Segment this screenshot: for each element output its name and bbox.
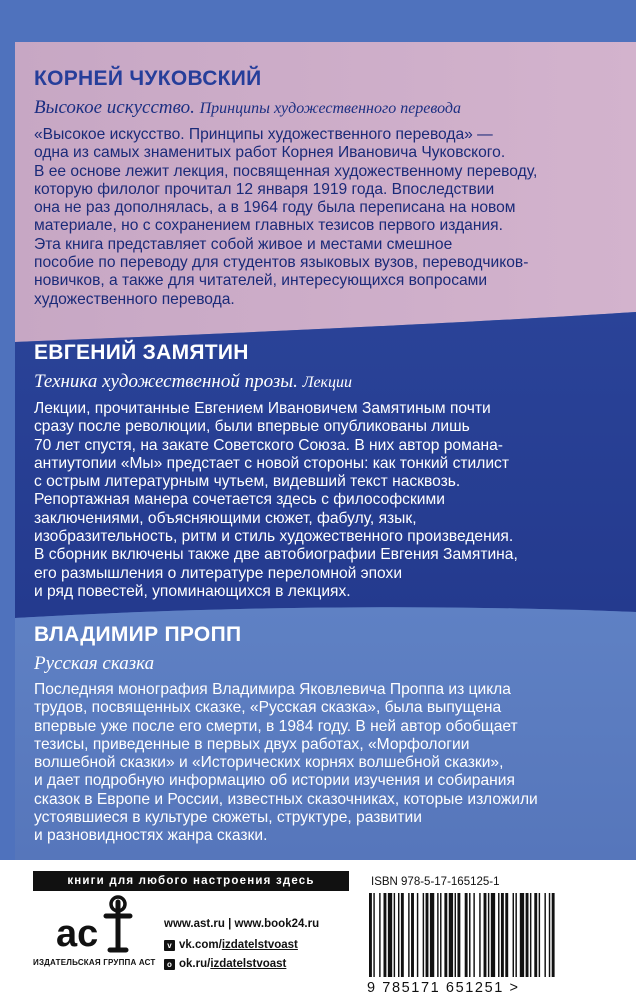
book-title-main: Русская сказка [34, 653, 155, 674]
vk-link-handle: izdatelstvoast [221, 939, 298, 951]
barcode-bar [379, 893, 380, 977]
description-line: новичков, а также для читателей, интересующихся вопросами [34, 272, 488, 290]
ast-logo-icon [50, 894, 140, 956]
description-line: сказок в Европе и России, известных сказочниках, которые изложили [34, 790, 538, 808]
section-chukovsky [34, 66, 614, 309]
section-zamyatin [34, 340, 614, 601]
description-line: и дает подробную информацию об истории изучения и собирания [34, 772, 515, 790]
description-line: впервые уже после его смерти, в 1984 году. В ней автор обобщает [34, 717, 518, 735]
logo-letters: ac [56, 913, 99, 955]
barcode-bar [426, 893, 429, 977]
barcode-bar [552, 893, 555, 977]
barcode-bar [505, 893, 508, 977]
description-line: она не раз дополнялась, а в 1964 году была переписана на новом [34, 199, 516, 217]
barcode-bar [449, 893, 453, 977]
description-line: и разновидностях жанра сказки. [34, 827, 268, 845]
book-title-main: Высокое искусство. [34, 97, 195, 118]
barcode-bar [539, 893, 540, 977]
barcode-bar [530, 893, 531, 977]
description-line: Последняя монография Владимира Яковлевича Проппа из цикла [34, 681, 511, 698]
description [34, 126, 614, 309]
description-line: 70 лет спустя, на закате Советского Союза. В них автор романа- [34, 436, 503, 454]
barcode-bar [455, 893, 456, 977]
ok-link-prefix: ok.ru/ [179, 958, 211, 970]
vk-link[interactable] [164, 939, 298, 951]
barcode-bar [488, 893, 489, 977]
barcode-bar [398, 893, 399, 977]
description-line: пособие по переводу для студентов языковых вузов, переводчиков- [34, 254, 529, 272]
barcode-number: 9 785171 651251 > [367, 980, 520, 996]
description-line: его размышления о литературе переломной эпохи [34, 564, 403, 582]
description-line: В ее основе лежит лекция, посвященная художественному переводу, [34, 162, 538, 180]
barcode-bar [417, 893, 418, 977]
barcode-bar [484, 893, 487, 977]
website-links[interactable]: www.ast.ru | www.book24.ru [164, 918, 320, 930]
description-line: сразу после революции, были впервые опубликованы лишь [34, 418, 470, 436]
description-line: материале, но с сохранением главных тезисов первого издания. [34, 217, 503, 235]
barcode-bar [498, 893, 499, 977]
description-line: трудов, посвященных сказке, «Русская сказка», была выпущена [34, 699, 502, 717]
isbn-text: ISBN 978-5-17-165125-1 [371, 876, 500, 888]
book-title [34, 652, 614, 676]
description-line: одна из самых знаменитых работ Корнея Ивановича Чуковского. [34, 144, 506, 162]
barcode-bar [491, 893, 495, 977]
barcode-bar [401, 893, 404, 977]
barcode-bar [549, 893, 550, 977]
author-name: ЕВГЕНИЙ ЗАМЯТИН [34, 341, 249, 364]
description [34, 400, 614, 601]
book-title-main: Техника художественной прозы. [34, 371, 298, 392]
book-title [34, 96, 614, 121]
book-title [34, 370, 614, 395]
description-line: «Высокое искусство. Принципы художественного перевода» — [34, 126, 493, 143]
ok-link-handle: izdatelstvoast [210, 958, 287, 970]
barcode-bar [388, 893, 392, 977]
description-line: устоявшиеся в культуре сюжеты, структуре, развитии [34, 809, 422, 827]
barcode-bar [544, 893, 545, 977]
description-line: изобразительность, ритм и стиль художественного произведения. [34, 528, 514, 546]
description-line: и ряд повестей, упоминающихся в лекциях. [34, 582, 351, 600]
description [34, 681, 614, 846]
barcode-bar [501, 893, 504, 977]
barcode-bar [369, 893, 372, 977]
barcode-bar [469, 893, 470, 977]
ok-link[interactable] [164, 958, 286, 970]
barcode-bar [526, 893, 529, 977]
description-line: которую филолог прочитал 12 января 1919 года. Впоследствии [34, 180, 495, 198]
vk-link-prefix: vk.com/ [179, 939, 222, 951]
barcode-bar [473, 893, 474, 977]
barcode-bar [408, 893, 409, 977]
barcode-bar [444, 893, 447, 977]
publisher-name: ИЗДАТЕЛЬСКАЯ ГРУППА АСТ [33, 958, 156, 967]
description-line: Лекции, прочитанные Евгением Ивановичем Замятиным почти [34, 400, 491, 417]
description-line: тезисы, приведенные в первых двух работах, «Морфологии [34, 735, 470, 753]
description-line: с острым литературным чутьем, видевший текст насквозь. [34, 473, 461, 491]
barcode-bar [423, 893, 424, 977]
ok-icon: o [164, 959, 175, 970]
barcode-bar [411, 893, 414, 977]
description-line: заключениями, объясняющими сюжет, фабулу, язык, [34, 509, 417, 527]
vk-icon: v [164, 940, 175, 951]
barcode-bar [437, 893, 438, 977]
book-title-sub: Лекции [302, 374, 353, 391]
cover-footer [0, 860, 636, 1000]
author-name: КОРНЕЙ ЧУКОВСКИЙ [34, 67, 262, 90]
barcode-bar [394, 893, 395, 977]
barcode-bar [373, 893, 374, 977]
barcode-bar [534, 893, 537, 977]
description-line: антиутопии «Мы» предстает с новой стороны: как тонкий стилист [34, 454, 509, 472]
description-line: Эта книга представляет собой живое и местами смешное [34, 235, 453, 253]
barcode-bar [515, 893, 516, 977]
barcode-bar [520, 893, 524, 977]
barcode-bar [479, 893, 480, 977]
barcode-icon [365, 893, 605, 983]
description-line: волшебной сказки» и «Исторических корнях волшебной сказки», [34, 754, 504, 772]
tagline-banner: книги для любого настроения здесь [33, 871, 349, 891]
description-line: Репортажная манера сочетается здесь с философскими [34, 491, 445, 509]
book-title-sub: Принципы художественного перевода [199, 100, 462, 117]
barcode-bar [457, 893, 460, 977]
barcode-bar [384, 893, 387, 977]
barcode-bar [513, 893, 514, 977]
description-line: художественного перевода. [34, 290, 235, 308]
barcode-bar [440, 893, 441, 977]
description-line: В сборник включены также две автобиографии Евгения Замятина, [34, 546, 518, 564]
barcode-bar [465, 893, 468, 977]
section-propp [34, 622, 614, 846]
barcode-bar [430, 893, 434, 977]
author-name: ВЛАДИМИР ПРОПП [34, 623, 242, 646]
